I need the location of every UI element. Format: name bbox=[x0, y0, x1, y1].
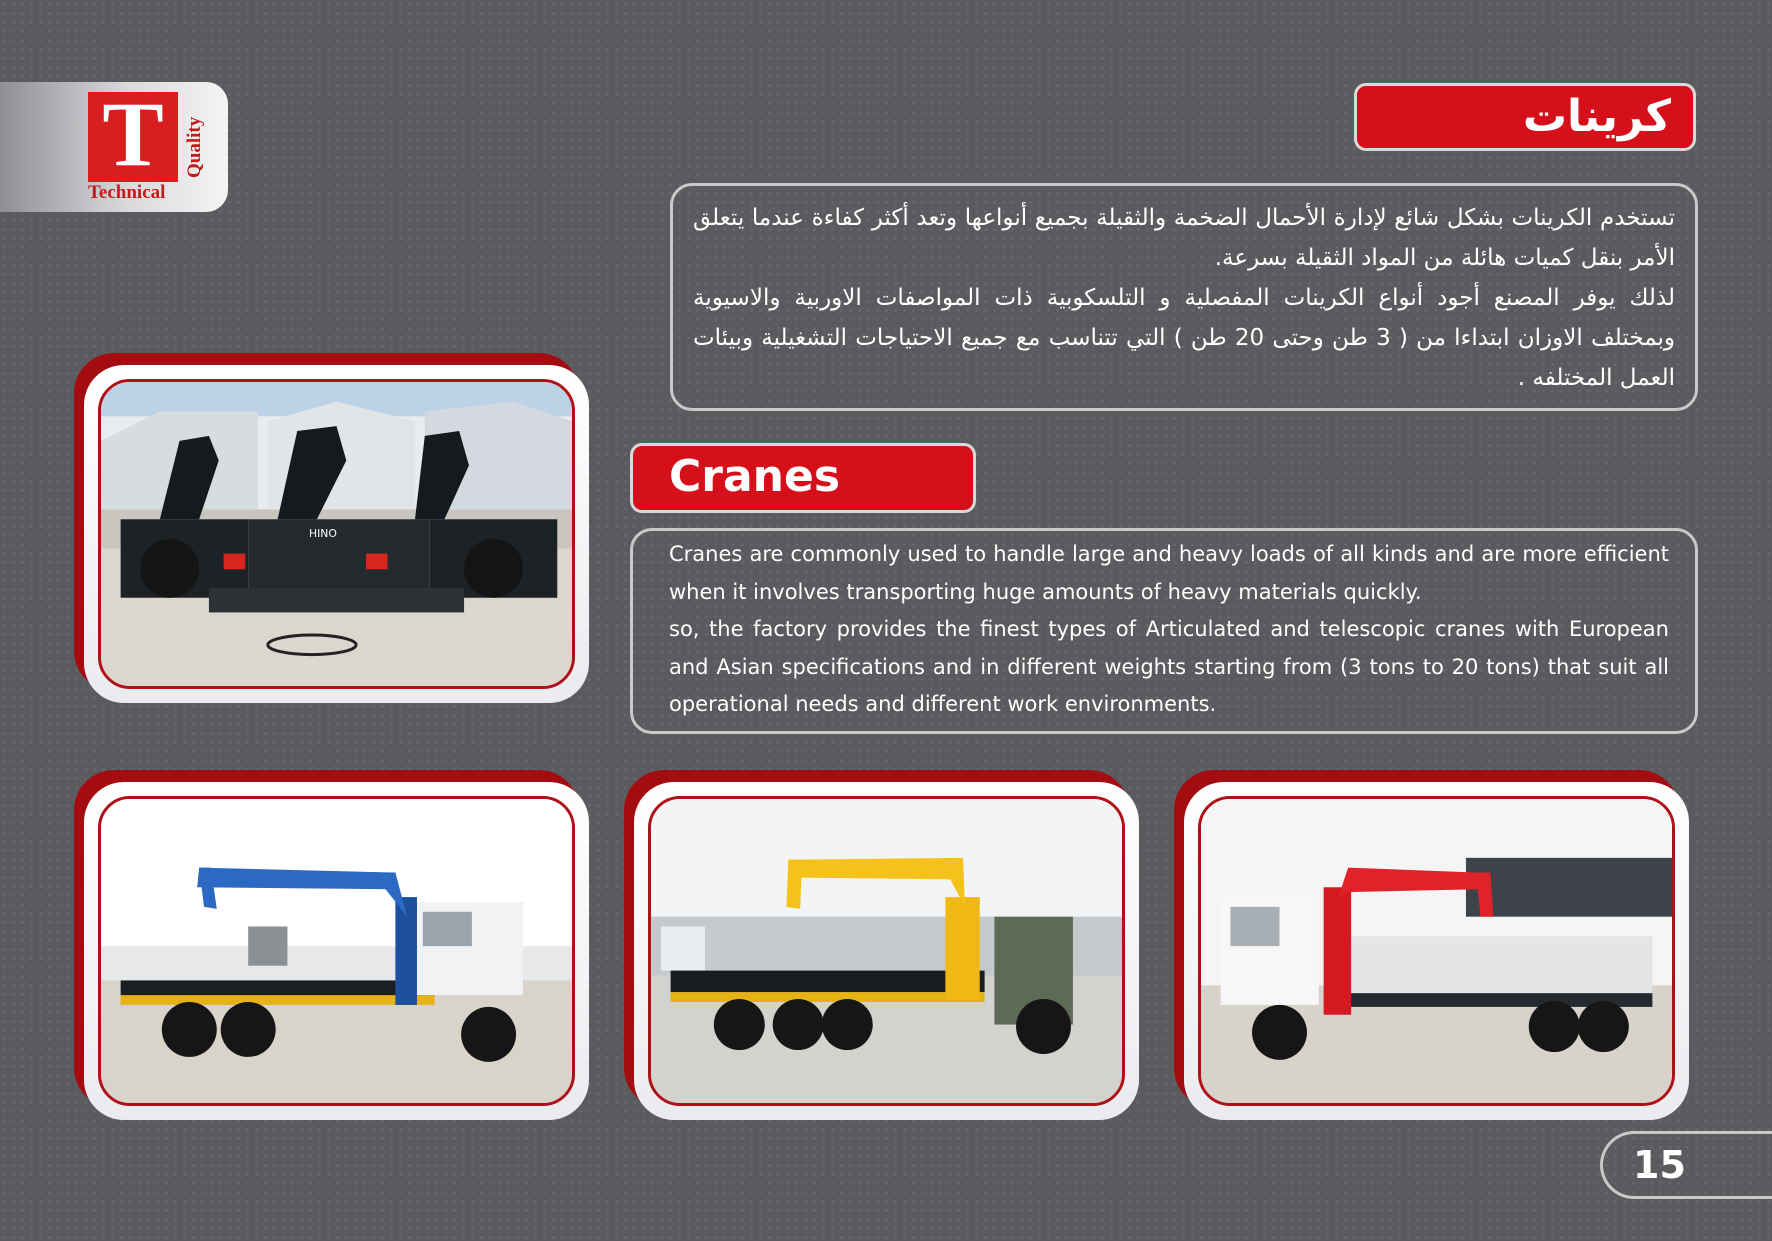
page-number: 15 bbox=[1600, 1131, 1772, 1199]
company-logo bbox=[88, 83, 205, 204]
arabic-paragraph-1: تستخدم الكرينات بشكل شائع لإدارة الأحمال الضخمة والثقيلة بجميع أنواعها وتعد أكثر كفاءة عندما يتعلق الأمر بنقل كميات هائلة من المواد الثقيلة بسرعة. bbox=[693, 205, 1675, 271]
logo-technical-text: Technical bbox=[88, 182, 166, 203]
photo-red-crane-truck bbox=[1198, 796, 1675, 1106]
arabic-title: كرينات bbox=[1354, 83, 1696, 151]
logo-quality-text: Quality bbox=[184, 116, 205, 178]
photo-blue-crane-truck bbox=[98, 796, 575, 1106]
photo-frame-yellow-crane bbox=[634, 782, 1139, 1120]
english-title: Cranes bbox=[630, 443, 976, 513]
english-description bbox=[630, 528, 1698, 734]
arabic-paragraph-2: لذلك يوفر المصنع أجود أنواع الكرينات المفصلية و التلسكوبية ذات المواصفات الاوربية والاسيوية وبمختلف الاوزان ابتداءا من ( 3 طن وحتى 20 طن ) التي تتناسب مع جميع الاحتياجات التشغيلية وبيئات العمل المختلفه . bbox=[693, 285, 1676, 391]
truck-badge-text: HINO bbox=[309, 526, 337, 540]
photo-frame-rear-trucks bbox=[84, 365, 589, 703]
photo-frame-red-crane bbox=[1184, 782, 1689, 1120]
photo-rear-crane-trucks bbox=[98, 379, 575, 689]
english-paragraph-2: so, the factory provides the finest types of Articulated and telescopic cranes with European and Asian specifications and in different weights starting from (3 tons to 20 tons) that suit all operational needs and different work environments. bbox=[669, 617, 1669, 716]
arabic-description bbox=[670, 183, 1698, 411]
photo-yellow-crane-truck bbox=[648, 796, 1125, 1106]
photo-frame-blue-crane bbox=[84, 782, 589, 1120]
logo-letter: T bbox=[102, 83, 164, 185]
english-paragraph-1: Cranes are commonly used to handle large and heavy loads of all kinds and are more efficient when it involves transporting huge amounts of heavy materials quickly. bbox=[669, 542, 1669, 604]
